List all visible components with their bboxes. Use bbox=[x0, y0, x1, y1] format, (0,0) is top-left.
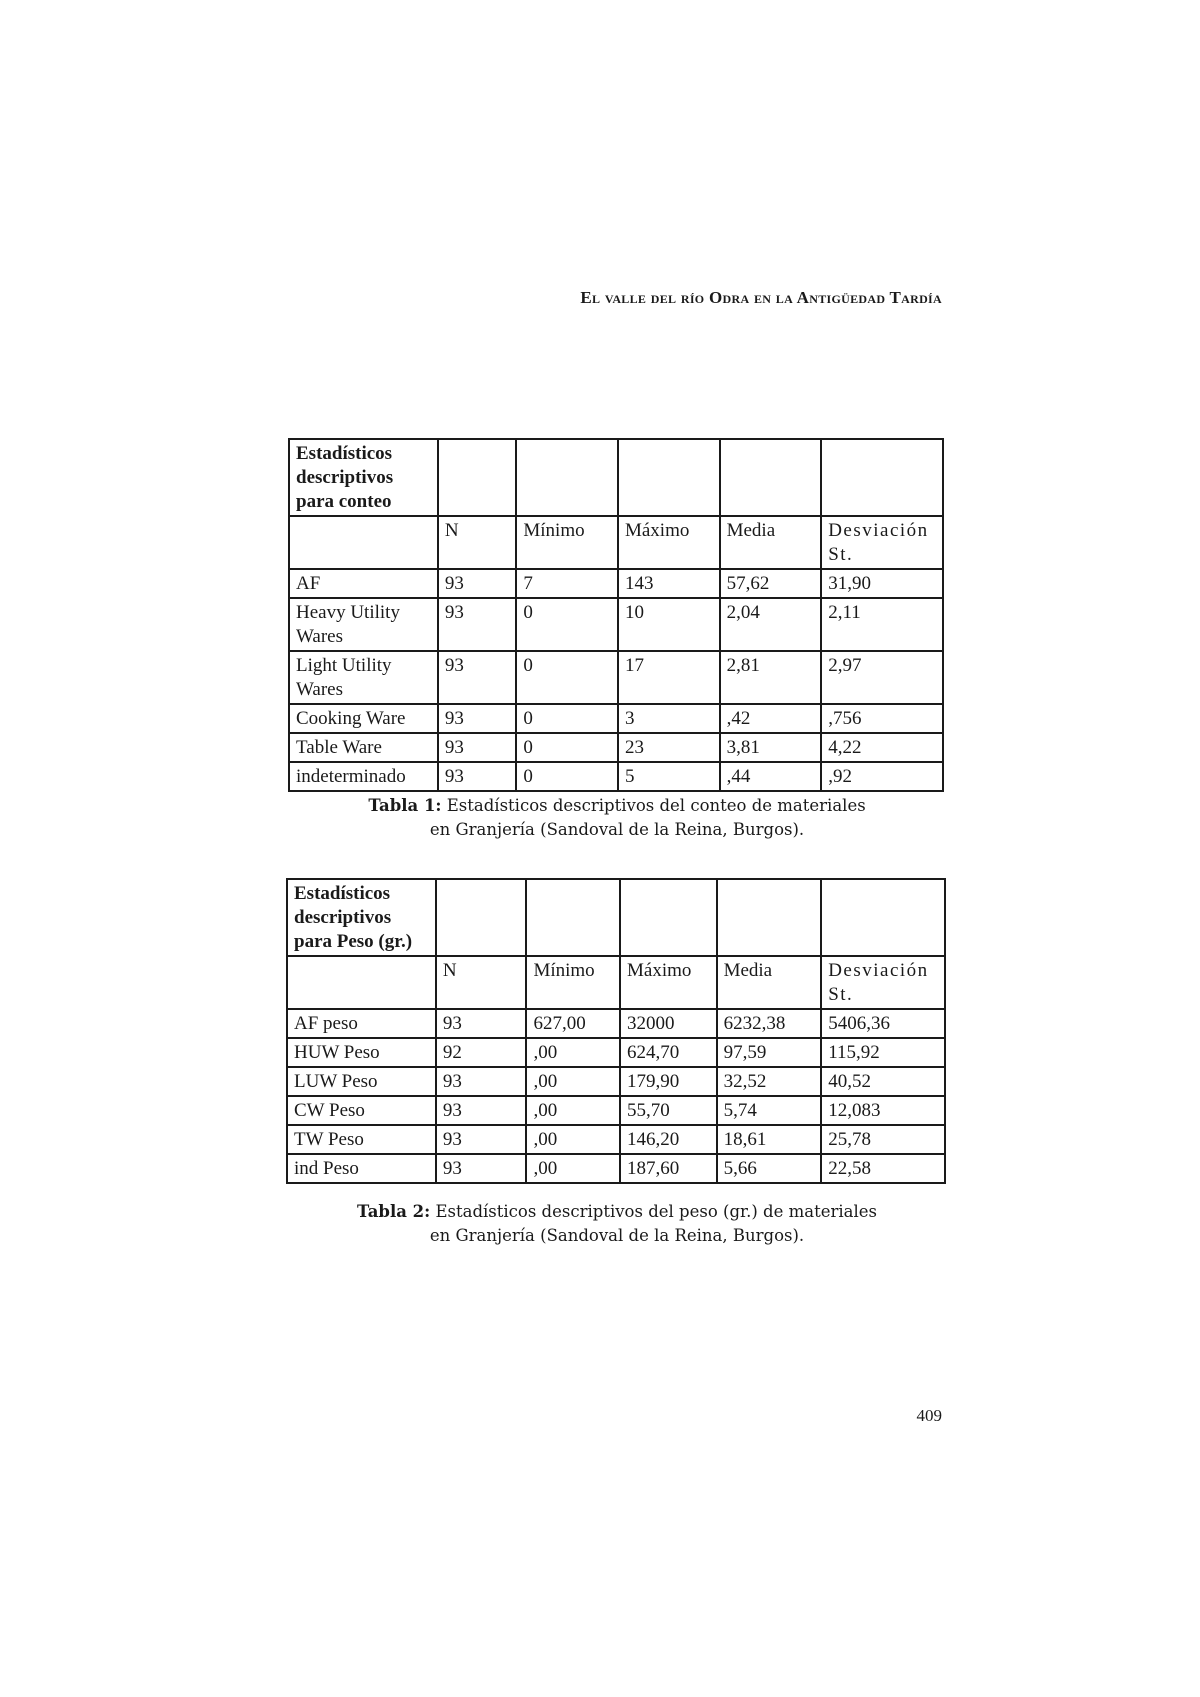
empty-cell bbox=[516, 439, 618, 516]
cell-minimo: 0 bbox=[516, 733, 618, 762]
cell-maximo: 624,70 bbox=[620, 1038, 717, 1067]
cell-maximo: 55,70 bbox=[620, 1096, 717, 1125]
table-row bbox=[289, 651, 943, 704]
cell-maximo: 146,20 bbox=[620, 1125, 717, 1154]
cell-desviacion: 4,22 bbox=[821, 733, 943, 762]
cell-desviacion: 2,11 bbox=[821, 598, 943, 651]
cell-maximo: 23 bbox=[618, 733, 720, 762]
row-label: LUW Peso bbox=[287, 1067, 436, 1096]
table-row bbox=[287, 1154, 945, 1183]
cell-maximo: 187,60 bbox=[620, 1154, 717, 1183]
cell-media: 18,61 bbox=[717, 1125, 822, 1154]
cell-media: ,44 bbox=[720, 762, 822, 791]
column-header-n: N bbox=[436, 956, 527, 1009]
column-header-media: Media bbox=[720, 516, 822, 569]
cell-desviacion: 115,92 bbox=[821, 1038, 945, 1067]
row-label: Cooking Ware bbox=[289, 704, 438, 733]
column-header-minimo: Mínimo bbox=[526, 956, 620, 1009]
page-number: 409 bbox=[916, 1406, 942, 1425]
column-header-media: Media bbox=[717, 956, 822, 1009]
caption-text: en Granjería (Sandoval de la Reina, Burgos). bbox=[429, 1226, 805, 1245]
table-row bbox=[289, 598, 943, 651]
cell-desviacion: 40,52 bbox=[821, 1067, 945, 1096]
row-label: Heavy Utility Wares bbox=[289, 598, 438, 651]
cell-desviacion: 22,58 bbox=[821, 1154, 945, 1183]
cell-minimo: ,00 bbox=[526, 1038, 620, 1067]
cell-media: 6232,38 bbox=[717, 1009, 822, 1038]
table-peso bbox=[286, 878, 946, 1184]
table-row bbox=[287, 1096, 945, 1125]
cell-maximo: 3 bbox=[618, 704, 720, 733]
cell-media: 5,74 bbox=[717, 1096, 822, 1125]
column-header-row bbox=[289, 516, 943, 569]
cell-media: 32,52 bbox=[717, 1067, 822, 1096]
cell-minimo: 0 bbox=[516, 704, 618, 733]
cell-desviacion: 31,90 bbox=[821, 569, 943, 598]
cell-desviacion: 25,78 bbox=[821, 1125, 945, 1154]
empty-cell bbox=[821, 879, 945, 956]
cell-maximo: 179,90 bbox=[620, 1067, 717, 1096]
row-label: ind Peso bbox=[287, 1154, 436, 1183]
empty-cell bbox=[438, 439, 516, 516]
cell-n: 93 bbox=[438, 733, 516, 762]
table-caption bbox=[317, 1200, 917, 1248]
caption-text: en Granjería (Sandoval de la Reina, Burgos). bbox=[429, 820, 805, 839]
table-conteo bbox=[288, 438, 944, 792]
cell-media: ,42 bbox=[720, 704, 822, 733]
empty-cell bbox=[436, 879, 527, 956]
caption-text: Estadísticos descriptivos del conteo de materiales bbox=[446, 796, 866, 815]
cell-n: 93 bbox=[436, 1125, 527, 1154]
cell-n: 93 bbox=[438, 762, 516, 791]
table-row bbox=[289, 733, 943, 762]
cell-n: 93 bbox=[436, 1009, 527, 1038]
table-title: Estadísticos descriptivos para Peso (gr.) bbox=[287, 879, 436, 956]
empty-cell bbox=[717, 879, 822, 956]
cell-media: 2,04 bbox=[720, 598, 822, 651]
table-title-row bbox=[289, 439, 943, 516]
cell-media: 97,59 bbox=[717, 1038, 822, 1067]
table-row bbox=[289, 704, 943, 733]
table-caption bbox=[317, 794, 917, 842]
table-row bbox=[289, 569, 943, 598]
cell-minimo: ,00 bbox=[526, 1067, 620, 1096]
cell-minimo: 0 bbox=[516, 762, 618, 791]
caption-text: Estadísticos descriptivos del peso (gr.) de materiales bbox=[435, 1202, 877, 1221]
table-row bbox=[287, 1009, 945, 1038]
cell-maximo: 17 bbox=[618, 651, 720, 704]
caption-label: Tabla 2: bbox=[357, 1202, 431, 1221]
cell-minimo: ,00 bbox=[526, 1096, 620, 1125]
empty-cell bbox=[526, 879, 620, 956]
column-header-row bbox=[287, 956, 945, 1009]
empty-cell bbox=[287, 956, 436, 1009]
cell-maximo: 10 bbox=[618, 598, 720, 651]
row-label: TW Peso bbox=[287, 1125, 436, 1154]
table-row bbox=[287, 1067, 945, 1096]
row-label: CW Peso bbox=[287, 1096, 436, 1125]
cell-minimo: 0 bbox=[516, 598, 618, 651]
cell-n: 92 bbox=[436, 1038, 527, 1067]
column-header-maximo: Máximo bbox=[620, 956, 717, 1009]
cell-desviacion: ,756 bbox=[821, 704, 943, 733]
cell-maximo: 143 bbox=[618, 569, 720, 598]
column-header-minimo: Mínimo bbox=[516, 516, 618, 569]
empty-cell bbox=[720, 439, 822, 516]
cell-minimo: 0 bbox=[516, 651, 618, 704]
cell-n: 93 bbox=[438, 569, 516, 598]
cell-n: 93 bbox=[438, 651, 516, 704]
cell-maximo: 5 bbox=[618, 762, 720, 791]
column-header-desviacion: Desviación St. bbox=[821, 516, 943, 569]
table-row bbox=[287, 1038, 945, 1067]
empty-cell bbox=[618, 439, 720, 516]
cell-maximo: 32000 bbox=[620, 1009, 717, 1038]
running-head: El valle del río Odra en la Antigüedad Tardía bbox=[580, 288, 942, 307]
cell-minimo: 627,00 bbox=[526, 1009, 620, 1038]
cell-n: 93 bbox=[438, 598, 516, 651]
cell-minimo: ,00 bbox=[526, 1125, 620, 1154]
empty-cell bbox=[821, 439, 943, 516]
cell-n: 93 bbox=[436, 1067, 527, 1096]
row-label: Table Ware bbox=[289, 733, 438, 762]
cell-n: 93 bbox=[436, 1096, 527, 1125]
row-label: AF bbox=[289, 569, 438, 598]
caption-label: Tabla 1: bbox=[368, 796, 442, 815]
table-title-row bbox=[287, 879, 945, 956]
column-header-maximo: Máximo bbox=[618, 516, 720, 569]
table-title: Estadísticos descriptivos para conteo bbox=[289, 439, 438, 516]
table-row bbox=[289, 762, 943, 791]
cell-desviacion: ,92 bbox=[821, 762, 943, 791]
table-row bbox=[287, 1125, 945, 1154]
row-label: Light Utility Wares bbox=[289, 651, 438, 704]
cell-n: 93 bbox=[436, 1154, 527, 1183]
cell-n: 93 bbox=[438, 704, 516, 733]
empty-cell bbox=[620, 879, 717, 956]
row-label: AF peso bbox=[287, 1009, 436, 1038]
cell-media: 3,81 bbox=[720, 733, 822, 762]
empty-cell bbox=[289, 516, 438, 569]
cell-desviacion: 5406,36 bbox=[821, 1009, 945, 1038]
cell-desviacion: 12,083 bbox=[821, 1096, 945, 1125]
column-header-desviacion: Desviación St. bbox=[821, 956, 945, 1009]
cell-minimo: 7 bbox=[516, 569, 618, 598]
cell-media: 5,66 bbox=[717, 1154, 822, 1183]
cell-desviacion: 2,97 bbox=[821, 651, 943, 704]
column-header-n: N bbox=[438, 516, 516, 569]
cell-media: 2,81 bbox=[720, 651, 822, 704]
row-label: HUW Peso bbox=[287, 1038, 436, 1067]
row-label: indeterminado bbox=[289, 762, 438, 791]
cell-minimo: ,00 bbox=[526, 1154, 620, 1183]
cell-media: 57,62 bbox=[720, 569, 822, 598]
